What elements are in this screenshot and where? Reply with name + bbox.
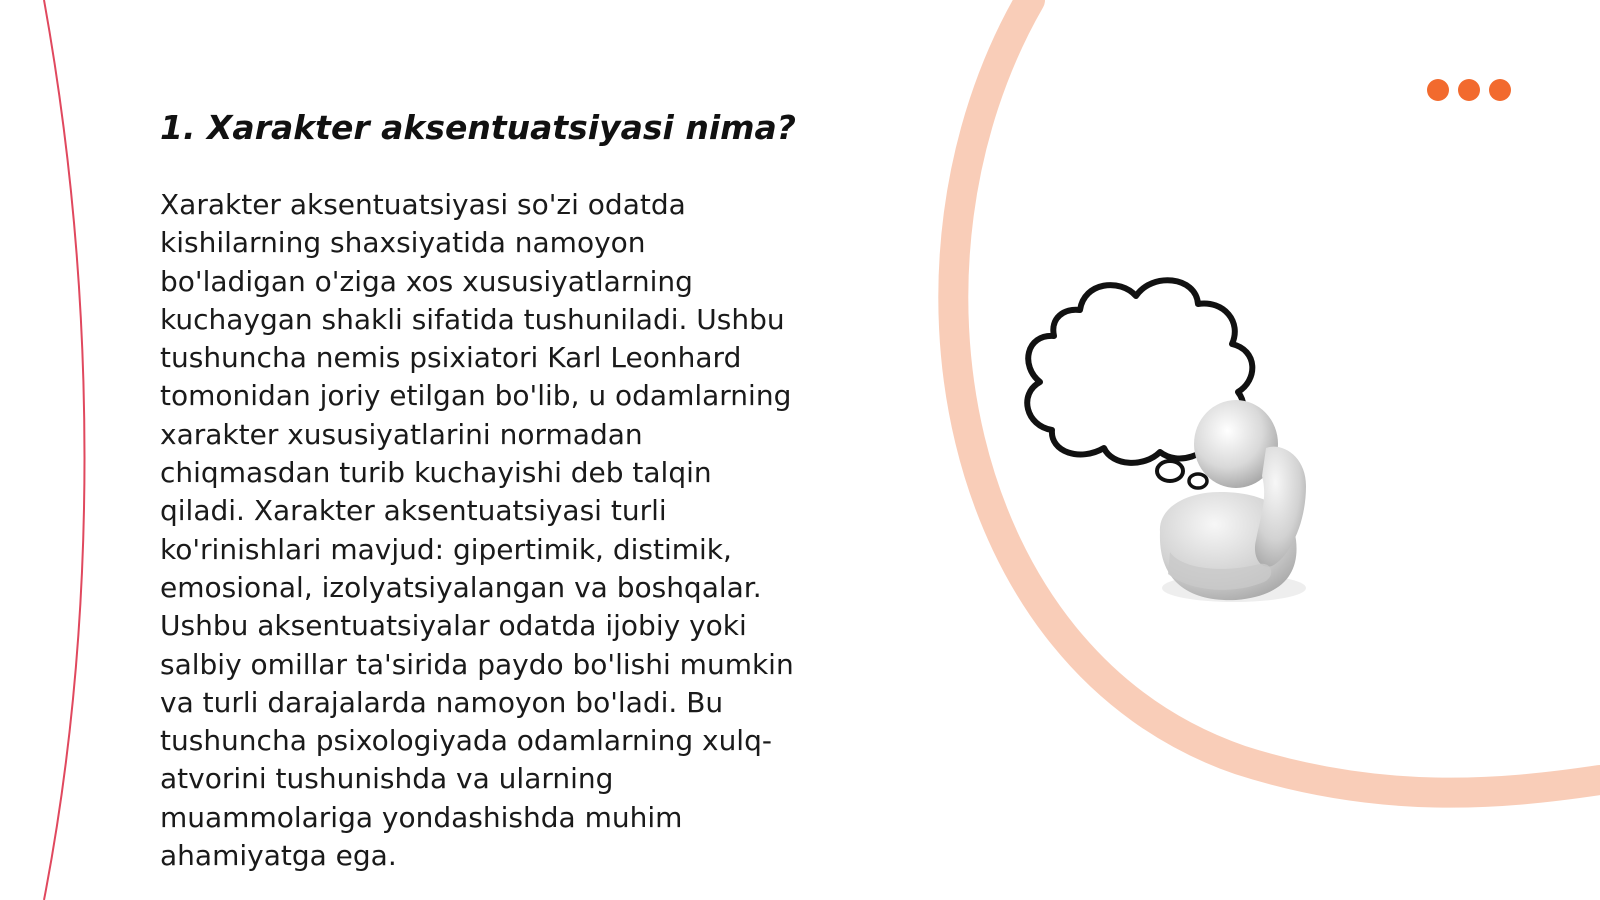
body-line: va turli darajalarda namoyon bo'ladi. Bu bbox=[160, 685, 724, 719]
body-line: ko'rinishlari mavjud: gipertimik, distimik, bbox=[160, 532, 732, 566]
body-line: emosional, izolyatsiyalangan va boshqalar. bbox=[160, 570, 762, 604]
body-line: xarakter xususiyatlarini normadan bbox=[160, 417, 643, 451]
left-arc-line bbox=[44, 0, 85, 900]
body-line: tomonidan joriy etilgan bo'lib, u odamlarning bbox=[160, 379, 792, 413]
body-line: atvorini tushunishda va ularning bbox=[160, 762, 614, 796]
body-line: Ushbu aksentuatsiyalar odatda ijobiy yoki bbox=[160, 609, 747, 643]
body-line: kishilarning shaxsiyatida namoyon bbox=[160, 226, 646, 260]
body-line: tushuncha nemis psixiatori Karl Leonhard bbox=[160, 341, 742, 375]
dot-icon bbox=[1489, 79, 1511, 101]
body-line: ahamiyatga ega. bbox=[160, 839, 397, 873]
body-line: qiladi. Xarakter aksentuatsiyasi turli bbox=[160, 494, 667, 528]
menu-dots bbox=[1427, 79, 1511, 101]
body-line: salbiy omillar ta'sirida paydo bo'lishi mumkin bbox=[160, 647, 794, 681]
body-line: kuchaygan shakli sifatida tushuniladi. Ushbu bbox=[160, 302, 785, 336]
dot-icon bbox=[1458, 79, 1480, 101]
body-line: Xarakter aksentuatsiyasi so'zi odatda bbox=[160, 188, 686, 221]
body-text bbox=[160, 186, 850, 875]
body-line: tushuncha psixologiyada odamlarning xulq- bbox=[160, 724, 772, 758]
body-line: chiqmasdan turib kuchayishi deb talqin bbox=[160, 456, 712, 490]
body-line: muammolariga yondashishda muhim bbox=[160, 800, 683, 834]
dot-icon bbox=[1427, 79, 1449, 101]
thinking-person-illustration bbox=[1020, 270, 1360, 620]
body-line: bo'ladigan o'ziga xos xususiyatlarning bbox=[160, 264, 693, 298]
slide-title: 1. Xarakter aksentuatsiyasi nima? bbox=[160, 108, 796, 147]
